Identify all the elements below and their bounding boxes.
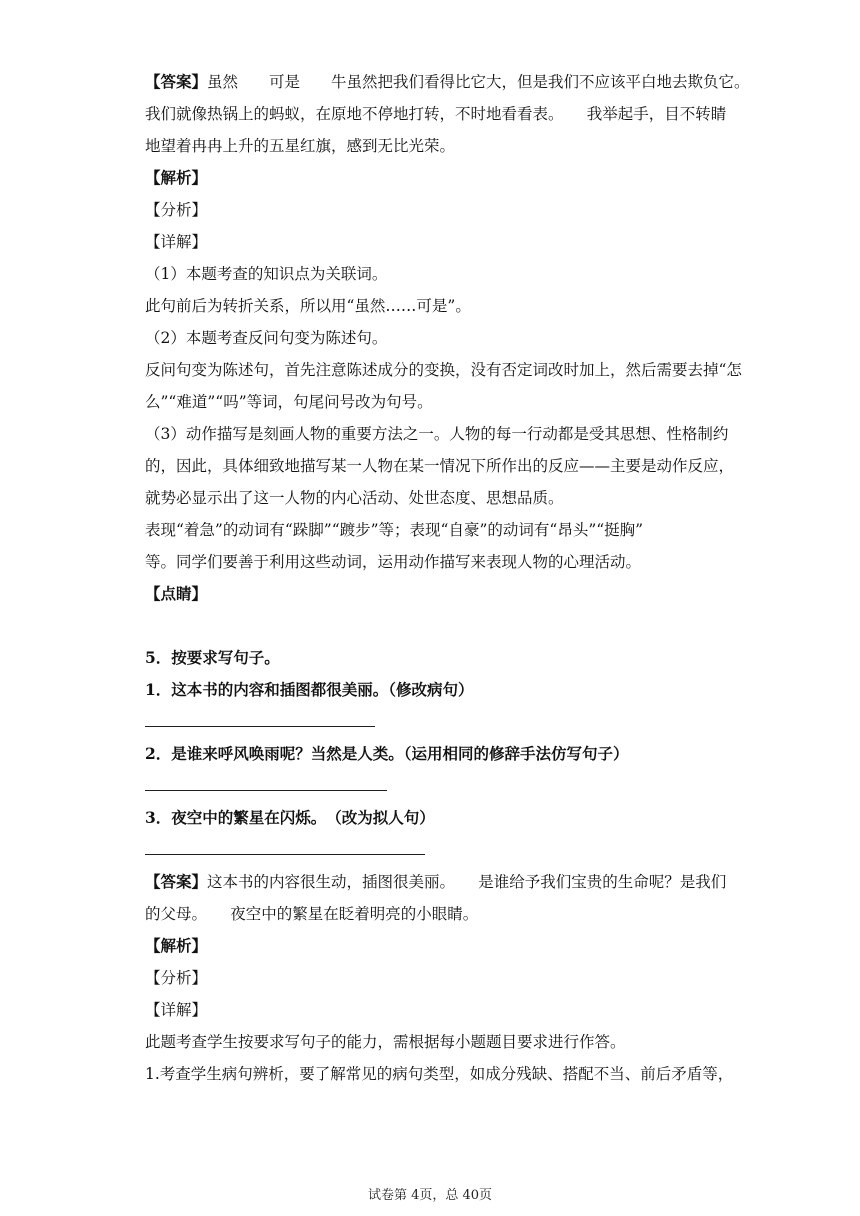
bottom-line [145, 866, 725, 898]
question-item-2: 2．是谁来呼风唤雨呢？当然是人类。（运用相同的修辞手法仿写句子） [145, 744, 629, 763]
answer-label: 【答案】 [145, 72, 208, 91]
top-line: 地望着冉冉上升的五星红旗，感到无比光荣。 [145, 137, 456, 155]
bottom-line: 的父母。 夜空中的繁星在眨着明亮的小眼睛。 [145, 905, 479, 923]
top-line: （1）本题考查的知识点为关联词。 [145, 265, 388, 283]
top-line [145, 66, 750, 98]
top-line: 【分析】 [145, 201, 208, 219]
question-item-1: 1．这本书的内容和插图都很美丽。（修改病句） [145, 680, 474, 699]
top-line: 【点睛】 [145, 584, 208, 603]
top-line: 等。同学们要善于利用这些动词，运用动作描写来表现人物的心理活动。 [145, 553, 642, 571]
answer-analysis-block-4 [145, 66, 750, 610]
top-line: 我们就像热锅上的蚂蚁，在原地不停地打转，不时地看看表。 我举起手，目不转睛 [145, 105, 727, 123]
bottom-line: 1.考查学生病句辨析，要了解常见的病句类型，如成分残缺、搭配不当、前后矛盾等， [145, 1065, 734, 1083]
top-line: 的，因此，具体细致地描写某一人物在某一情况下所作出的反应——主要是动作反应， [145, 457, 735, 475]
question-5-block [145, 642, 725, 866]
answer-blank-1[interactable] [145, 706, 725, 738]
page-content [145, 66, 750, 1090]
answer-analysis-block-5 [145, 866, 734, 1090]
top-line: 反问句变为陈述句，首先注意陈述成分的变换，没有否定词改时加上，然后需要去掉“怎 [145, 361, 742, 379]
top-line: （3）动作描写是刻画人物的重要方法之一。人物的每一行动都是受其思想、性格制约 [145, 425, 729, 443]
bottom-line: 此题考查学生按要求写句子的能力，需根据每小题题目要求进行作答。 [145, 1033, 626, 1051]
question-item-3: 3．夜空中的繁星在闪烁。 （改为拟人句） [145, 808, 435, 827]
bottom-line: 【分析】 [145, 969, 208, 987]
bottom-line: 【详解】 [145, 1001, 208, 1019]
answer-label: 【答案】 [145, 872, 208, 891]
top-line: 就势必显示出了这一人物的内心活动、处世态度、思想品质。 [145, 489, 564, 507]
top-line: 【解析】 [145, 168, 208, 187]
answer-text: 这本书的内容很生动，插图很美丽。 是谁给予我们宝贵的生命呢？是我们 [207, 873, 727, 891]
top-line: 表现“着急”的动词有“跺脚”“踱步”等；表现“自豪”的动词有“昂头”“挺胸” [145, 521, 644, 539]
bottom-line: 【解析】 [145, 936, 208, 955]
top-line: 【详解】 [145, 233, 208, 251]
top-line: 此句前后为转折关系，所以用“虽然……可是”。 [145, 297, 471, 315]
question-title: 5．按要求写句子。 [145, 648, 280, 667]
spacer [145, 610, 725, 642]
answer-text: 虽然 可是 牛虽然把我们看得比它大，但是我们不应该平白地去欺负它。 [207, 73, 750, 91]
page-footer: 试卷第 4页，总 40页 [367, 1188, 493, 1203]
answer-blank-3[interactable] [145, 834, 725, 866]
top-line: （2）本题考查反问句变为陈述句。 [145, 329, 388, 347]
top-line: 么”“难道”“吗”等词，句尾问号改为句号。 [145, 393, 433, 411]
answer-blank-2[interactable] [145, 770, 725, 802]
